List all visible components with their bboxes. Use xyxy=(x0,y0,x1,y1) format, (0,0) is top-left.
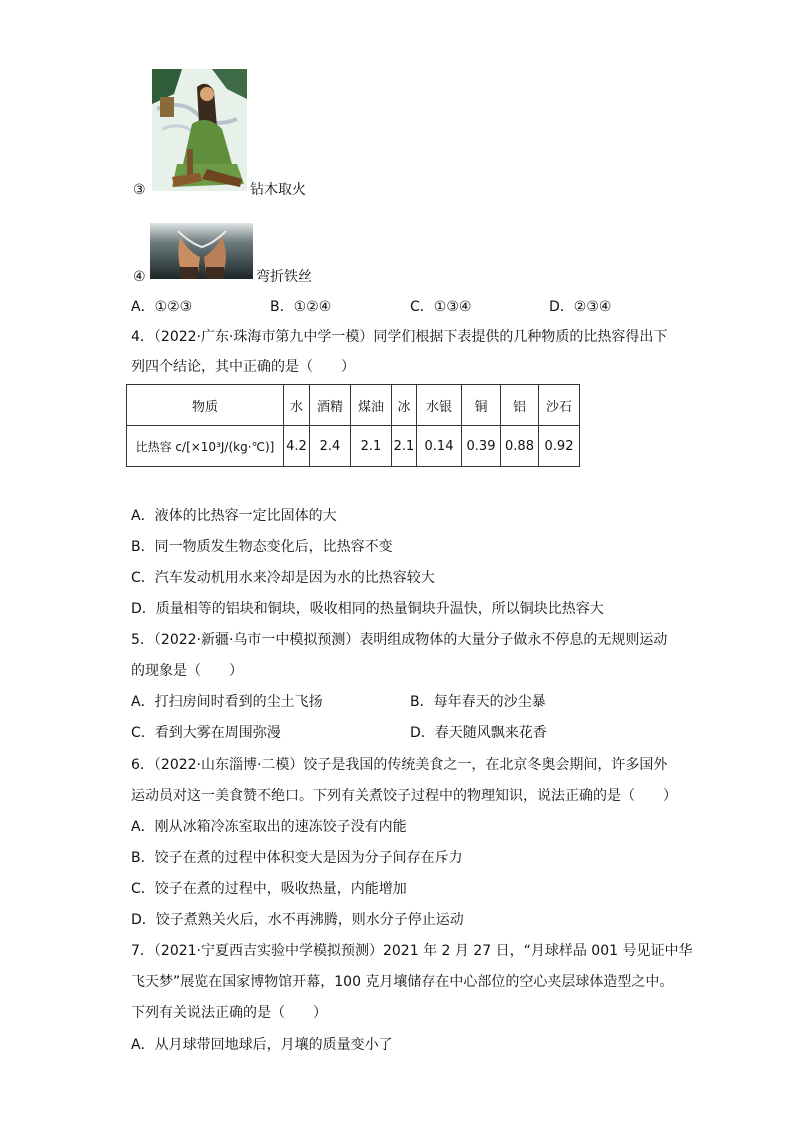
q7-stem-line2: 飞天梦”展览在国家博物馆开幕，100 克月壤储存在中心部位的空心夹层球体造型之中。 xyxy=(131,974,674,990)
q4-option-b: B．同一物质发生物态变化后，比热容不变 xyxy=(131,539,393,555)
q4-stem-line2: 列四个结论，其中正确的是（ ） xyxy=(131,359,355,375)
q5-option-c: C．看到大雾在周围弥漫 xyxy=(131,725,281,741)
table-substance-cell: 煤油 xyxy=(351,385,392,426)
table-value-cell: 2.4 xyxy=(310,426,351,467)
q4-option-d: D．质量相等的铝块和铜块，吸收相同的热量铜块升温快，所以铜块比热容大 xyxy=(131,601,604,617)
table-value-cell: 4.2 xyxy=(284,426,310,467)
table-value-cell: 2.1 xyxy=(351,426,392,467)
table-value-row xyxy=(127,426,580,467)
q3-item4-number: ④ xyxy=(133,269,146,285)
table-substance-cell: 水 xyxy=(284,385,310,426)
q6-option-b: B．饺子在煮的过程中体积变大是因为分子间存在斥力 xyxy=(131,850,463,866)
table-row-label: 比热容 c/[×10³J/(kg·℃)] xyxy=(127,426,284,467)
q4-option-a: A．液体的比热容一定比固体的大 xyxy=(131,508,337,524)
q6-stem-line2: 运动员对这一美食赞不绝口。下列有关煮饺子过程中的物理知识，说法正确的是（ ） xyxy=(131,788,677,804)
bending-wire-image xyxy=(150,223,253,279)
q5-stem-line2: 的现象是（ ） xyxy=(131,663,243,679)
q3-option-d: D．②③④ xyxy=(549,299,612,315)
q7-stem-line3: 下列有关说法正确的是（ ） xyxy=(131,1005,327,1021)
q3-option-c: C．①③④ xyxy=(410,299,472,315)
q5-option-d: D．春天随风飘来花香 xyxy=(410,725,547,741)
q3-item4-label: 弯折铁丝 xyxy=(256,269,312,285)
table-header-row xyxy=(127,385,580,426)
q5-stem-line1: 5．（2022·新疆·乌市一中模拟预测）表明组成物体的大量分子做永不停息的无规则运动 xyxy=(131,632,668,648)
table-value-cell: 0.92 xyxy=(539,426,580,467)
table-header-label: 物质 xyxy=(127,385,284,426)
specific-heat-table xyxy=(126,384,580,467)
table-substance-cell: 沙石 xyxy=(539,385,580,426)
table-value-cell: 2.1 xyxy=(392,426,417,467)
table-value-cell: 0.88 xyxy=(501,426,539,467)
q3-item3-label: 钻木取火 xyxy=(250,182,306,198)
q6-option-d: D．饺子煮熟关火后，水不再沸腾，则水分子停止运动 xyxy=(131,912,464,928)
drilling-wood-fire-image xyxy=(152,69,247,191)
q3-item3-number: ③ xyxy=(133,182,146,198)
q6-option-c: C．饺子在煮的过程中，吸收热量，内能增加 xyxy=(131,881,407,897)
table-value-cell: 0.39 xyxy=(462,426,501,467)
q7-option-a: A．从月球带回地球后，月壤的质量变小了 xyxy=(131,1037,393,1053)
q5-option-a: A．打扫房间时看到的尘土飞扬 xyxy=(131,694,323,710)
q6-stem-line1: 6．（2022·山东淄博·二模）饺子是我国的传统美食之一，在北京冬奥会期间，许多国外 xyxy=(131,757,668,773)
q3-option-a: A．①②③ xyxy=(131,299,193,315)
table-substance-cell: 酒精 xyxy=(310,385,351,426)
table-substance-cell: 铜 xyxy=(462,385,501,426)
q3-option-b: B．①②④ xyxy=(270,299,332,315)
table-substance-cell: 铝 xyxy=(501,385,539,426)
q6-option-a: A．刚从冰箱冷冻室取出的速冻饺子没有内能 xyxy=(131,819,407,835)
table-value-cell: 0.14 xyxy=(417,426,462,467)
q5-option-b: B．每年春天的沙尘暴 xyxy=(410,694,546,710)
q4-stem-line1: 4．（2022·广东·珠海市第九中学一模）同学们根据下表提供的几种物质的比热容得出下 xyxy=(131,329,668,345)
q7-stem-line1: 7．（2021·宁夏西吉实验中学模拟预测）2021 年 2 月 27 日，“月球样品 001 号见证中华 xyxy=(131,943,693,959)
table-substance-cell: 冰 xyxy=(392,385,417,426)
q4-option-c: C．汽车发动机用水来冷却是因为水的比热容较大 xyxy=(131,570,435,586)
table-substance-cell: 水银 xyxy=(417,385,462,426)
